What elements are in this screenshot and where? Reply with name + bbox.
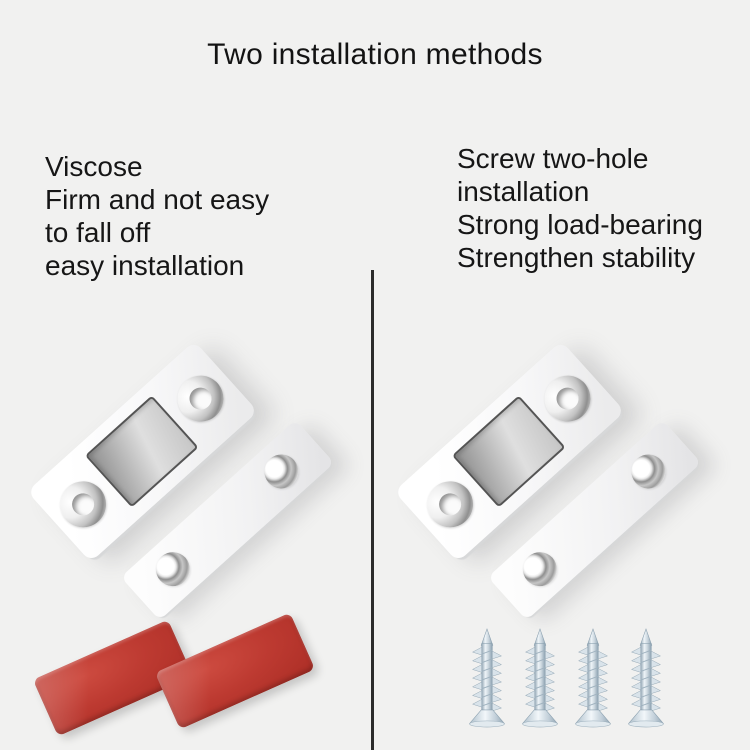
text-line: Screw two-hole — [457, 143, 649, 174]
text-line: to fall off — [45, 217, 151, 248]
screw-hole-icon — [257, 447, 305, 495]
hole-bore — [185, 383, 216, 414]
screw-icon — [467, 628, 507, 736]
countersunk-hole-icon — [168, 366, 233, 431]
screw-hole-icon — [516, 545, 564, 593]
countersunk-hole-icon — [535, 366, 600, 431]
hole-bore — [552, 383, 583, 414]
countersunk-hole-icon — [418, 472, 483, 537]
screw-hole-icon — [624, 447, 672, 495]
text-line: Firm and not easy — [45, 184, 270, 215]
text-line: Strong load-bearing — [457, 209, 703, 240]
screw-hole-icon — [149, 545, 197, 593]
hole-bore — [435, 489, 466, 520]
text-line: installation — [457, 176, 590, 207]
screw-icon — [573, 628, 613, 736]
screw-icon — [626, 628, 666, 736]
text-line: easy installation — [45, 250, 245, 281]
countersunk-hole-icon — [51, 472, 116, 537]
screw-icon — [520, 628, 560, 736]
text-line: Viscose — [45, 151, 143, 182]
page-title: Two installation methods — [207, 38, 543, 71]
text-line: Strengthen stability — [457, 242, 696, 273]
hole-bore — [68, 489, 99, 520]
